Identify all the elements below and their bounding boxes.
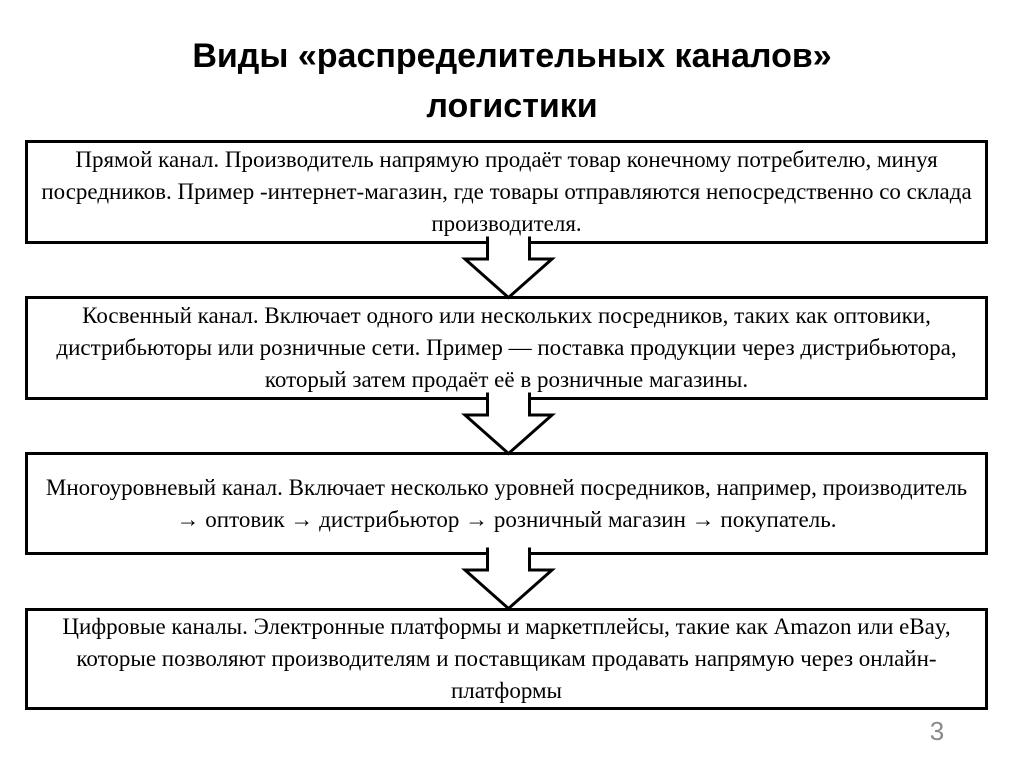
down-arrow-icon xyxy=(460,547,557,611)
flow-box-direct-channel-text: Прямой канал. Производитель напрямую продаёт товар конечному потребителю, минуя посредников. Пример -интернет-магазин, где товары отправляются непосредственно со склада производителя. xyxy=(41,147,972,236)
slide-title xyxy=(0,31,1024,131)
flow-box-digital-channels xyxy=(25,608,988,710)
down-arrow-icon xyxy=(460,236,557,300)
page-number: 3 xyxy=(929,716,945,746)
flow-box-indirect-channel xyxy=(25,296,988,400)
flow-box-multilevel-channel-text: Многоуровневый канал. Включает несколько уровней посредников, например, производитель → оптовик → дистрибьютор → розничный магазин → покупатель. xyxy=(45,474,968,532)
flow-box-digital-channels-text: Цифровые каналы. Электронные платформы и маркетплейсы, такие как Amazon или eBay, которые позволяют производителям и поставщикам продавать напрямую через онлайн-платформы xyxy=(62,614,951,703)
slide-title-line-2: логистики xyxy=(426,86,598,125)
flow-box-indirect-channel-text: Косвенный канал. Включает одного или нескольких посредников, таких как оптовики, дистрибьюторы или розничные сети. Пример — поставка продукции через дистрибьютора, который затем продаёт её в розничные магазины. xyxy=(56,303,957,392)
flow-box-direct-channel xyxy=(25,140,988,244)
flow-box-multilevel-channel xyxy=(25,452,988,555)
slide-title-line-1: Виды «распределительных каналов» xyxy=(192,36,832,75)
down-arrow-icon xyxy=(460,392,557,456)
